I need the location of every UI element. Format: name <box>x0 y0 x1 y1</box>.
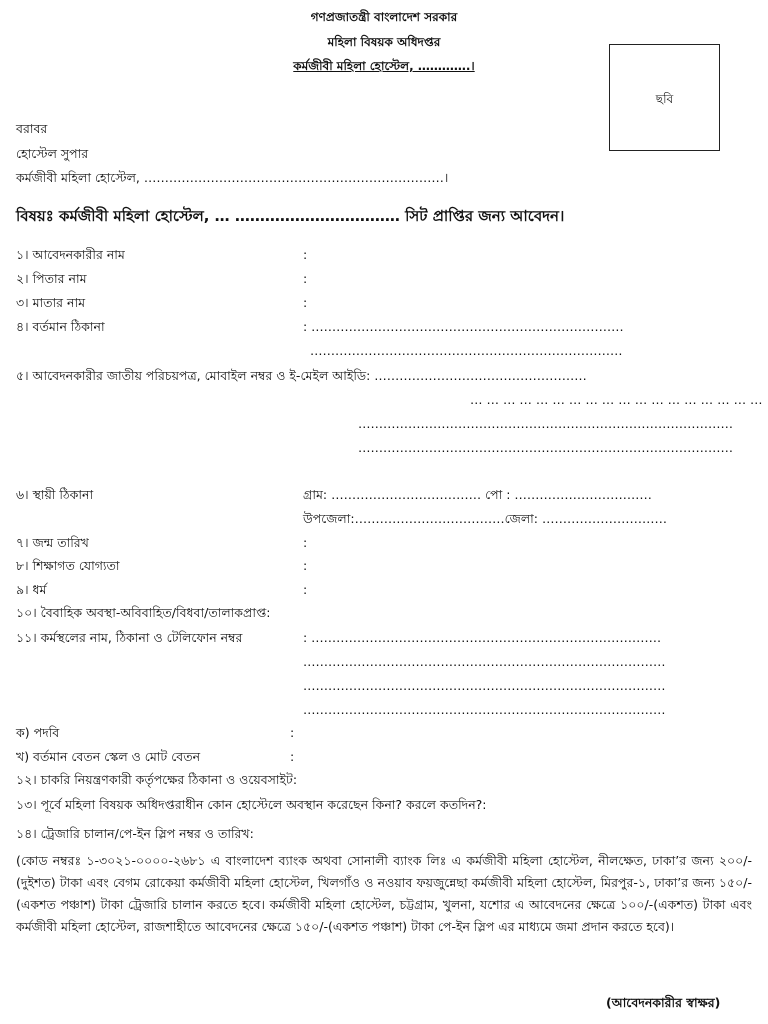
header-hostel: কর্মজীবী মহিলা হোস্টেল, ………….। <box>293 59 475 73</box>
nid-line-2: … … … … … … … … … … … … … … … … … … <box>470 392 763 407</box>
addressee-to: বরাবর <box>16 121 48 136</box>
subject-line: বিষয়ঃ কর্মজীবী মহিলা হোস্টেল, … …………………………… সিট প্রাপ্তির জন্য আবেদন। <box>16 207 565 225</box>
present-address-line-2: ………………………………………………………………… <box>310 343 623 358</box>
field-treasury-challan: ১৪। ট্রেজারি চালান/পে-ইন স্লিপ নম্বর ও তারিখ: <box>16 826 254 841</box>
field-marital-status: ১০। বৈবাহিক অবস্থা-অবিবাহিত/বিধবা/তালাকপ্রাপ্ত: <box>16 605 271 620</box>
field-colon: : <box>303 271 308 286</box>
field-previous-stay: ১৩। পূর্বে মহিলা বিষয়ক অধিদপ্তরাধীন কোন হোস্টেলে অবস্থান করেছেন কিনা? করলে কতদিন?: <box>16 797 487 812</box>
nid-line-3: ……………………………………………………………………………… <box>358 416 733 431</box>
field-workplace: ১১। কর্মস্থলের নাম, ঠিকানা ও টেলিফোন নম্বর <box>16 630 243 645</box>
field-colon: : <box>303 558 308 573</box>
field-religion: ৯। ধর্ম <box>16 582 47 597</box>
workplace-line-2: …………………………………………………………………………… <box>303 654 666 669</box>
header-govt: গণপ্রজাতন্ত্রী বাংলাদেশ সরকার <box>310 10 458 24</box>
field-colon: : <box>290 749 295 764</box>
permanent-address-upazila-district: উপজেলা:………………………………জেলা: ………………………… <box>303 511 667 526</box>
workplace-line-4: …………………………………………………………………………… <box>303 702 666 717</box>
field-colon: : <box>303 247 308 262</box>
payment-instructions: (কোড নম্বরঃ ১-৩০২১-০০০০-২৬৮১ এ বাংলাদেশ ব্যাংক অথবা সোনালী ব্যাংক লিঃ এ কর্মজীবী মহিলা হোস্টেল, নীলক্ষেত, ঢাকা’র জন্য ২০০/-(দুইশত) টাকা এবং বেগম রোকেয়া কর্মজীবী মহিলা হোস্টেল, খিলগাঁও ও নওয়াব ফয়জুন্নেছা কর্মজীবী মহিলা হোস্টেল, মিরপুর-১, ঢাকা’র জন্য ১৫০/-(একশত পঞ্চাশ) টাকা ট্রেজারি চালান করতে হবে। কর্মজীবী মহিলা হোস্টেল, চট্টগ্রাম, খুলনা, যশোর এ আবেদনের ক্ষেত্রে ১০০/-(একশত) টাকা এবং কর্মজীবী মহিলা হোস্টেল, রাজশাহীতে আবেদনের ক্ষেত্রে ১৫০/-(একশত পঞ্চাশ) টাকা পে-ইন স্লিপ এর মাধ্যমে জমা প্রদান করতে হবে)। <box>16 853 752 934</box>
field-colon: : <box>303 582 308 597</box>
photo-label: ছবি <box>655 92 674 106</box>
field-employer-address: ১২। চাকরি নিয়ন্ত্রণকারী কর্তৃপক্ষের ঠিকানা ও ওয়েবসাইট: <box>16 772 298 787</box>
field-designation: ক) পদবি <box>16 725 60 740</box>
nid-line-4: ……………………………………………………………………………… <box>358 440 733 455</box>
field-salary: খ) বর্তমান বেতন স্কেল ও মোট বেতন <box>16 749 201 764</box>
field-present-address: ৪। বর্তমান ঠিকানা <box>16 319 105 334</box>
field-colon: : <box>303 295 308 310</box>
header-department: মহিলা বিষয়ক অধিদপ্তর <box>327 35 441 49</box>
addressee-title: হোস্টেল সুপার <box>16 146 89 161</box>
field-education: ৮। শিক্ষাগত যোগ্যতা <box>16 558 120 573</box>
field-colon: : <box>290 725 295 740</box>
photo-box <box>609 44 720 151</box>
workplace-line-1: : ………………………………………………………………………… <box>303 630 662 645</box>
workplace-line-3: …………………………………………………………………………… <box>303 678 666 693</box>
field-colon: : <box>303 535 308 550</box>
field-nid-mobile-email: ৫। আবেদনকারীর জাতীয় পরিচয়পত্র, মোবাইল নম্বর ও ই-মেইল আইডি: …………………………………………… <box>16 368 587 383</box>
field-applicant-name: ১। আবেদনকারীর নাম <box>16 247 125 262</box>
field-date-of-birth: ৭। জন্ম তারিখ <box>16 535 89 550</box>
field-father-name: ২। পিতার নাম <box>16 271 87 286</box>
permanent-address-village-po: গ্রাম: ……………………………… পো : …………………………… <box>303 487 652 502</box>
addressee-hostel: কর্মজীবী মহিলা হোস্টেল, ………………………………………………………………। <box>16 170 449 185</box>
field-mother-name: ৩। মাতার নাম <box>16 295 86 310</box>
field-permanent-address: ৬। স্থায়ী ঠিকানা <box>16 487 94 502</box>
applicant-signature-label: (আবেদনকারীর স্বাক্ষর) <box>606 995 721 1010</box>
present-address-line-1: : ………………………………………………………………… <box>303 319 624 334</box>
